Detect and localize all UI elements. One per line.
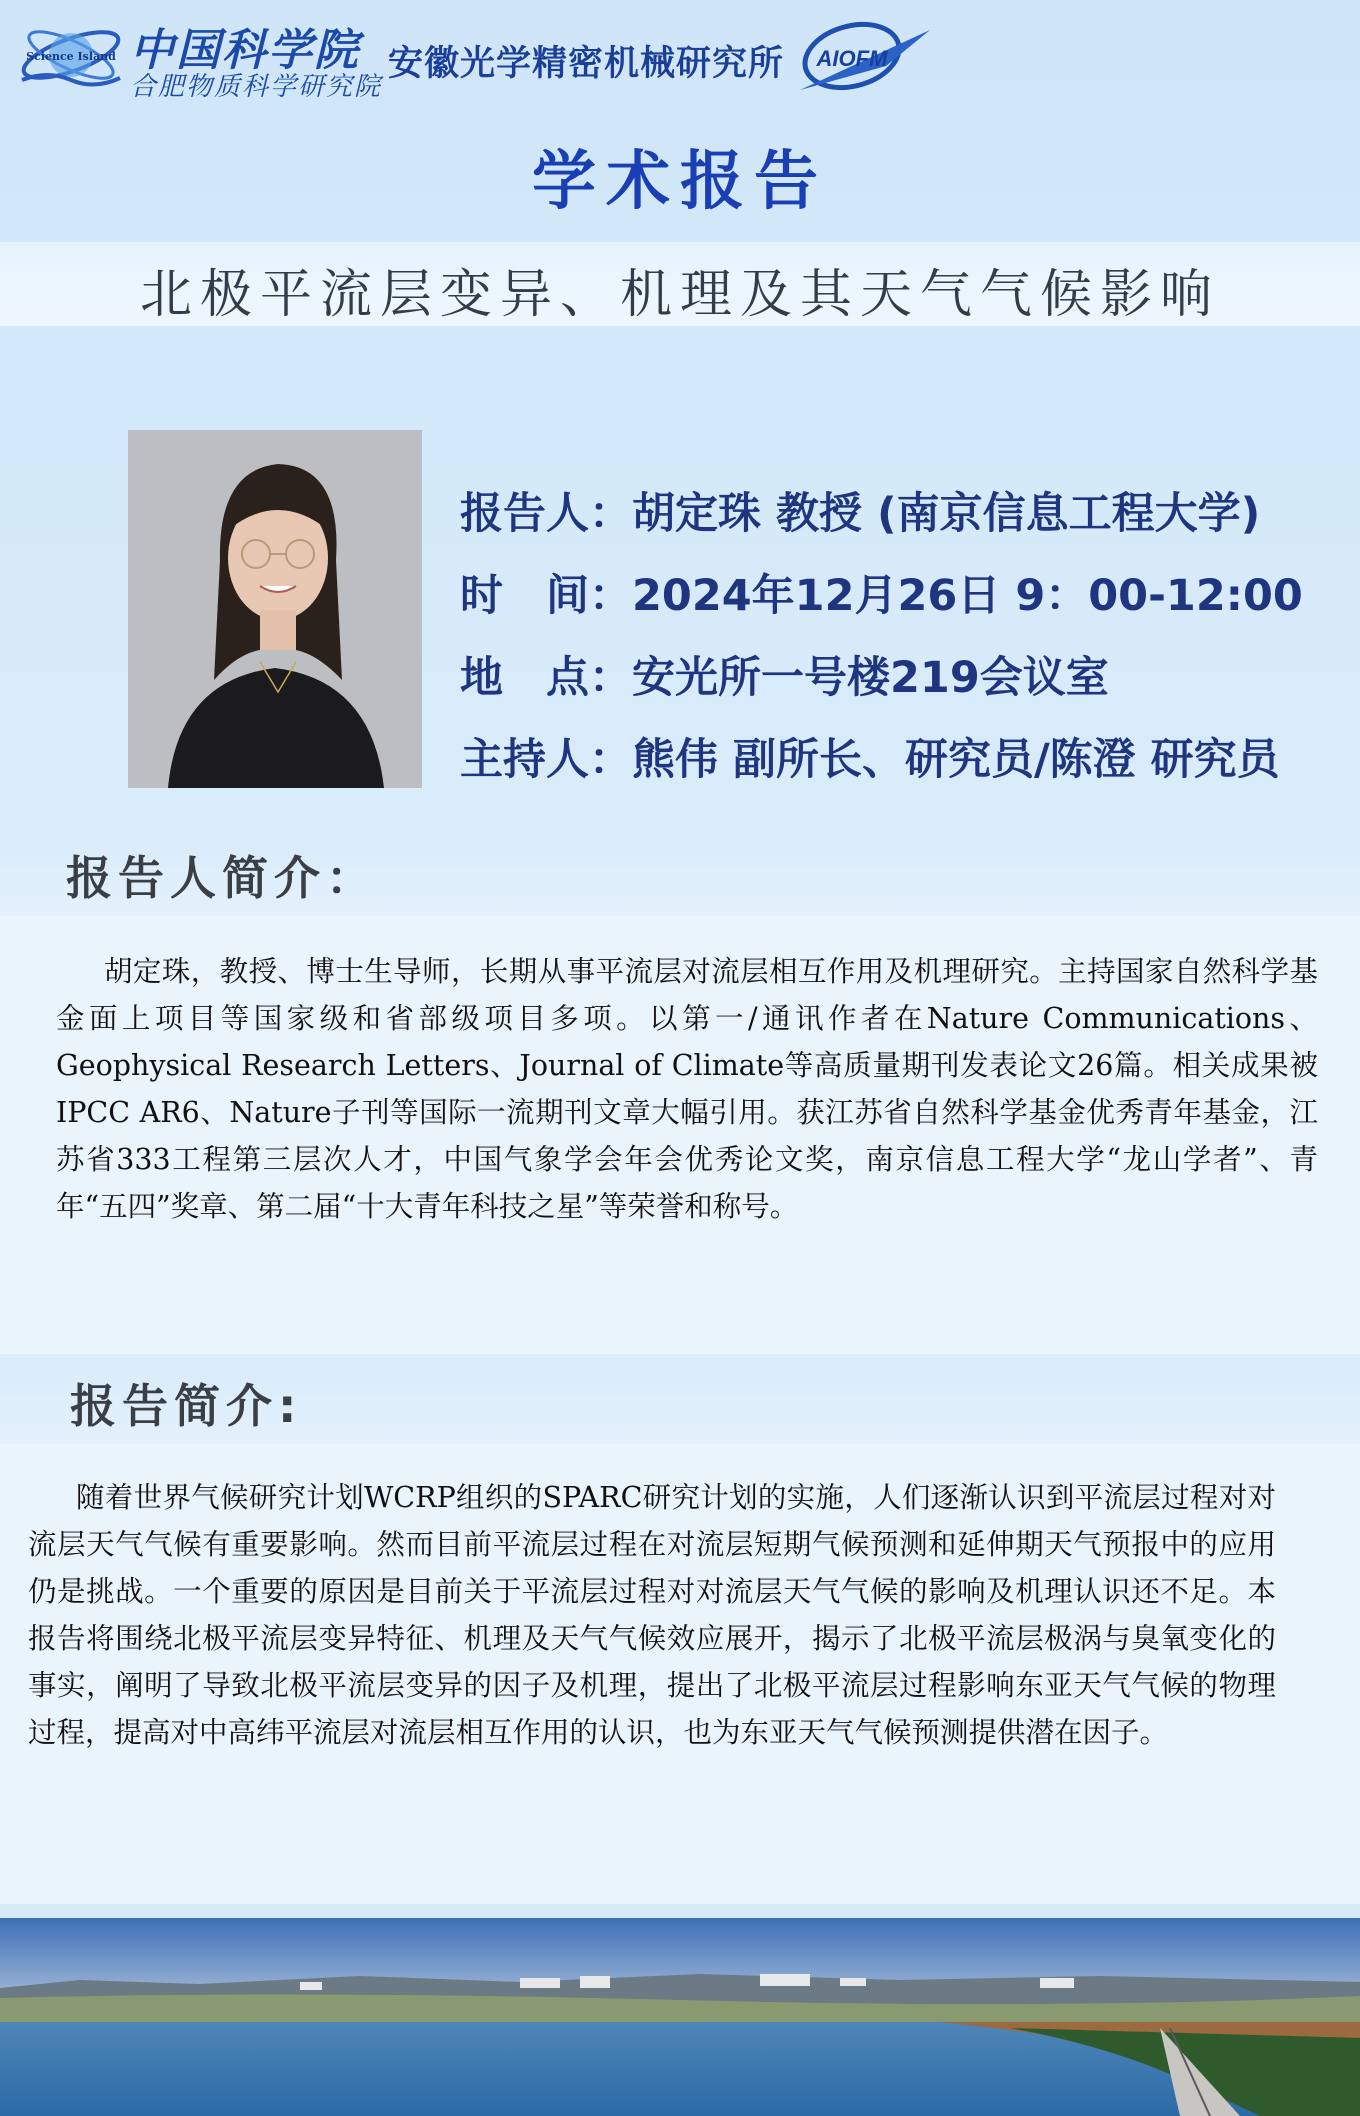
info-host — [460, 726, 1280, 787]
speaker-intro-text: 胡定珠，教授、博士生导师，长期从事平流层对流层相互作用及机理研究。主持国家自然科学基金面上项目等国家级和省部级项目多项。以第一/通讯作者在Nature Communications、Geophysical Research Letters、Journal of Climate等高质量期刊发表论文26篇。相关成果被IPCC AR6、Nature子刊等国际一流期刊文章大幅引用。获江苏省自然科学基金优秀青年基金，江苏省333工程第三层次人才，中国气象学会年会优秀论文奖，南京信息工程大学“龙山学者”、青年“五四”奖章、第二届“十大青年科技之星”等荣誉和称号。 — [56, 955, 1318, 1223]
svg-text:AIOFM: AIOFM — [816, 46, 888, 71]
speaker-photo — [128, 430, 422, 788]
info-location-value: 安光所一号楼219会议室 — [632, 653, 1109, 703]
hefei-institute-name: 合肥物质科学研究院 — [130, 72, 383, 102]
info-time-label: 时 间： — [460, 571, 632, 621]
aiofm-institute-name: 安徽光学精密机械研究所 — [388, 44, 785, 84]
abstract-text: 随着世界气候研究计划WCRP组织的SPARC研究计划的实施，人们逐渐认识到平流层过程对对流层天气气候有重要影响。然而目前平流层过程在对流层短期气候预测和延伸期天气预报中的应用仍是挑战。一个重要的原因是目前关于平流层过程对对流层天气气候的影响及机理认识还不足。本报告将围绕北极平流层变异特征、机理及天气气候效应展开，揭示了北极平流层极涡与臭氧变化的事实，阐明了导致北极平流层变异的因子及机理，提出了北极平流层过程影响东亚天气气候的物理过程，提高对中高纬平流层对流层相互作用的认识，也为东亚天气气候预测提供潜在因子。 — [28, 1481, 1276, 1749]
header — [0, 0, 1360, 110]
info-host-value: 熊伟 副所长、研究员/陈澄 研究员 — [632, 735, 1280, 785]
info-speaker-label: 报告人： — [460, 489, 632, 539]
report-title: 学术报告 — [532, 145, 828, 219]
report-topic: 北极平流层变异、机理及其天气气候影响 — [139, 265, 1220, 325]
info-host-label: 主持人： — [460, 735, 632, 785]
svg-text:Science Island: Science Island — [26, 50, 116, 63]
info-location-label: 地 点： — [460, 653, 632, 703]
info-location — [460, 644, 1109, 705]
info-speaker-value: 胡定珠 教授 (南京信息工程大学) — [632, 489, 1261, 539]
info-time-value: 2024年12月26日 9：00-12:00 — [632, 571, 1303, 621]
science-island-logo — [18, 14, 124, 96]
aiofm-logo — [790, 16, 940, 100]
abstract-heading: 报告简介: — [70, 1379, 303, 1433]
campus-landscape-image — [0, 1918, 1360, 2116]
speaker-intro-heading: 报告人简介： — [66, 851, 378, 905]
info-time — [460, 562, 1303, 623]
cas-name: 中国科学院 — [130, 25, 360, 76]
info-speaker — [460, 480, 1260, 541]
